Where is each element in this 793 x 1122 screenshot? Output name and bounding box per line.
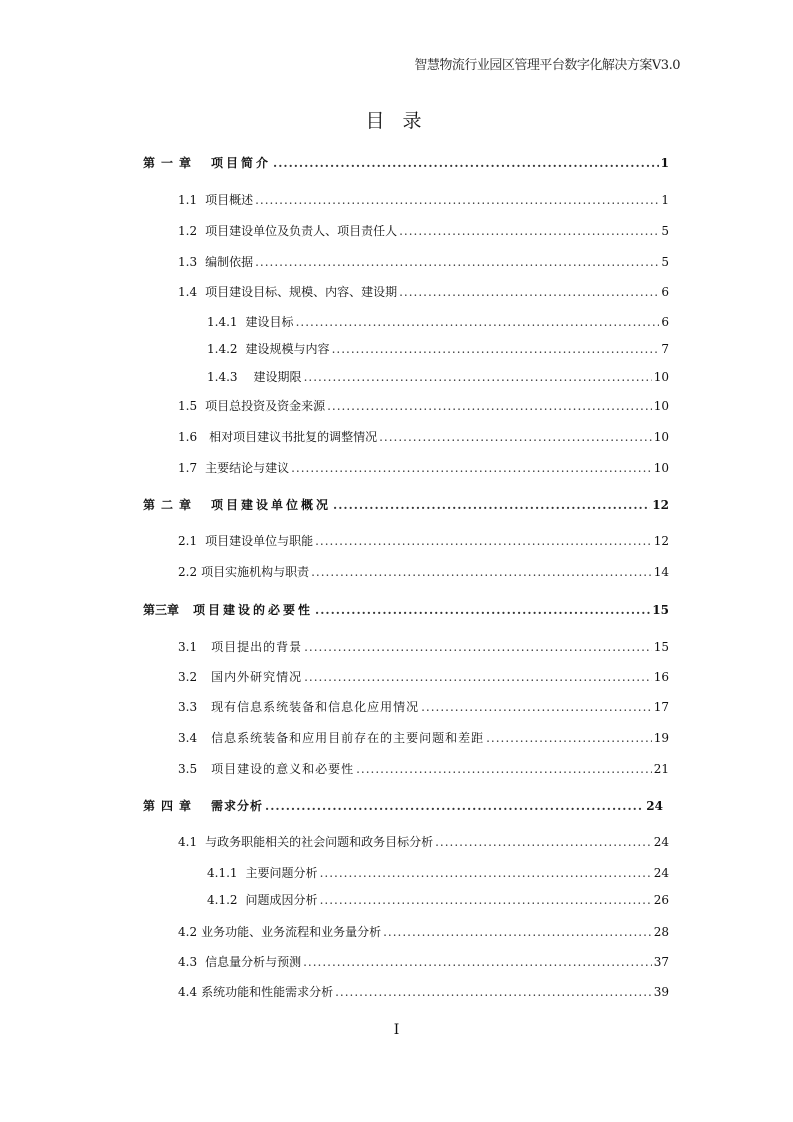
toc-leader [304, 669, 652, 685]
toc-label: 项目建设单位及负责人、项目责任人 [205, 224, 398, 238]
toc-label: 业务功能、业务流程和业务量分析 [201, 925, 382, 939]
toc-number: 第一章 [143, 156, 198, 170]
toc-label: 现有信息系统装备和信息化应用情况 [211, 700, 420, 714]
toc-label: 信息系统装备和应用目前存在的主要问题和差距 [211, 731, 485, 745]
toc-number: 1.3 [178, 255, 198, 269]
toc-number: 3.3 [178, 700, 198, 714]
toc-entry-1-6[interactable] [178, 429, 669, 445]
toc-label: 信息量分析与预测 [205, 955, 302, 969]
toc-number: 第四章 [143, 799, 198, 813]
toc-label: 项目实施机构与职责 [201, 565, 310, 579]
toc-label: 项目建设单位与职能 [205, 534, 314, 548]
toc-number: 2.1 [178, 534, 198, 548]
toc-leader [311, 564, 652, 580]
toc-label: 需求分析 [211, 799, 264, 813]
toc-number: 4.1 [178, 835, 198, 849]
toc-leader [315, 602, 650, 618]
toc-leader [273, 155, 659, 171]
toc-page: 1 [660, 156, 669, 170]
toc-page: 14 [653, 565, 669, 579]
toc-label: 主要结论与建议 [205, 461, 290, 475]
toc-page: 26 [653, 893, 669, 907]
toc-label: 与政务职能相关的社会问题和政务目标分析 [205, 835, 434, 849]
toc-number: 1.1 [178, 193, 198, 207]
toc-number: 1.4.3 [207, 370, 238, 384]
toc-label: 项目建设目标、规模、内容、建设期 [205, 285, 398, 299]
toc-entry-4-3[interactable] [178, 954, 669, 970]
toc-entry-2-1[interactable] [178, 533, 669, 549]
toc-title: 目 录 [365, 110, 428, 132]
toc-entry-4-4[interactable] [178, 984, 669, 1000]
toc-entry-4-1[interactable] [178, 834, 669, 850]
toc-page: 28 [653, 925, 669, 939]
toc-entry-1-4[interactable] [178, 284, 669, 300]
toc-leader [327, 398, 652, 414]
toc-leader [379, 429, 652, 445]
toc-page: 10 [653, 430, 669, 444]
toc-leader [333, 497, 650, 513]
toc-number: 1.5 [178, 399, 198, 413]
toc-entry-3-2[interactable] [178, 669, 669, 685]
toc-number: 1.4.2 [207, 342, 238, 356]
toc-page: 5 [661, 224, 669, 238]
toc-entry-1-2[interactable] [178, 223, 669, 239]
toc-page: 6 [661, 285, 669, 299]
toc-label: 项目总投资及资金来源 [205, 399, 326, 413]
toc-chapter-2[interactable] [143, 497, 669, 513]
toc-label: 项目建设的必要性 [193, 603, 314, 617]
toc-page: 24 [653, 835, 669, 849]
toc-entry-1-7[interactable] [178, 460, 669, 476]
toc-page: 21 [653, 762, 669, 776]
toc-leader [303, 954, 652, 970]
toc-leader [383, 924, 652, 940]
toc-page: 24 [653, 866, 669, 880]
toc-leader [315, 533, 652, 549]
toc-label: 编制依据 [205, 255, 254, 269]
toc-chapter-4[interactable] [143, 798, 669, 814]
toc-page: 10 [653, 370, 669, 384]
toc-number: 1.4.1 [207, 315, 238, 329]
toc-entry-1-4-1[interactable] [207, 314, 669, 330]
toc-label: 项目建设的意义和必要性 [211, 762, 355, 776]
toc-page: 6 [661, 315, 669, 329]
toc-number: 3.2 [178, 670, 198, 684]
toc-page: 10 [653, 461, 669, 475]
toc-number: 3.1 [178, 640, 198, 654]
toc-entry-1-1[interactable] [178, 192, 669, 208]
toc-number: 2.2 [178, 565, 198, 579]
toc-leader [320, 865, 652, 881]
toc-entry-3-5[interactable] [178, 761, 669, 777]
toc-number: 4.2 [178, 925, 198, 939]
toc-label: 建设期限 [253, 370, 302, 384]
toc-label: 相对项目建议书批复的调整情况 [209, 430, 378, 444]
toc-page: 19 [653, 731, 669, 745]
toc-number: 1.6 [178, 430, 198, 444]
toc-number: 3.5 [178, 762, 198, 776]
toc-entry-1-4-3[interactable] [207, 369, 669, 385]
toc-leader [486, 730, 652, 746]
toc-entry-1-4-2[interactable] [207, 341, 669, 357]
toc-leader [399, 223, 659, 239]
toc-leader [296, 314, 659, 330]
toc-entry-3-1[interactable] [178, 639, 669, 655]
toc-label: 项目概述 [205, 193, 254, 207]
toc-leader [435, 834, 652, 850]
toc-page: 39 [653, 985, 669, 999]
toc-entry-2-2[interactable] [178, 564, 669, 580]
toc-leader [332, 341, 659, 357]
toc-page: 5 [661, 255, 669, 269]
toc-leader [399, 284, 659, 300]
toc-page: 16 [653, 670, 669, 684]
toc-number: 1.7 [178, 461, 198, 475]
toc-label: 主要问题分析 [245, 866, 318, 880]
toc-entry-4-2[interactable] [178, 924, 669, 940]
toc-page: 24 [646, 799, 663, 813]
toc-leader [291, 460, 652, 476]
toc-number: 4.4 [178, 985, 198, 999]
toc-label: 系统功能和性能需求分析 [201, 985, 334, 999]
toc-page: 17 [653, 700, 669, 714]
toc-number: 4.3 [178, 955, 198, 969]
page-number: I [393, 1022, 400, 1038]
toc-number: 1.2 [178, 224, 198, 238]
toc-leader [421, 699, 652, 715]
toc-leader [265, 798, 644, 814]
toc-page: 15 [653, 640, 669, 654]
toc-label: 项目提出的背景 [211, 640, 303, 654]
toc-page: 1 [661, 193, 669, 207]
toc-label: 项目简介 [211, 156, 272, 170]
toc-entry-3-4[interactable] [178, 730, 669, 746]
toc-page: 12 [653, 534, 669, 548]
toc-chapter-3[interactable] [143, 602, 669, 618]
toc-leader [304, 639, 652, 655]
toc-label: 问题成因分析 [245, 893, 318, 907]
running-header: 智慧物流行业园区管理平台数字化解决方案V3.0 [414, 58, 680, 73]
toc-number: 4.1.2 [207, 893, 238, 907]
toc-number: 第三章 [143, 603, 180, 617]
toc-page: 37 [653, 955, 669, 969]
toc-leader [356, 761, 652, 777]
toc-page: 10 [653, 399, 669, 413]
toc-entry-1-5[interactable] [178, 398, 669, 414]
toc-number: 1.4 [178, 285, 198, 299]
toc-leader [255, 254, 659, 270]
toc-number: 3.4 [178, 731, 198, 745]
toc-leader [335, 984, 652, 1000]
toc-entry-3-3[interactable] [178, 699, 669, 715]
toc-leader [304, 369, 652, 385]
toc-chapter-1[interactable] [143, 155, 669, 171]
toc-number: 第二章 [143, 498, 198, 512]
toc-label: 项目建设单位概况 [211, 498, 332, 512]
toc-page: 15 [652, 603, 669, 617]
toc-page: 7 [661, 342, 669, 356]
toc-number: 4.1.1 [207, 866, 238, 880]
toc-entry-1-3[interactable] [178, 254, 669, 270]
toc-entry-4-1-2[interactable] [207, 892, 669, 908]
toc-label: 建设规模与内容 [245, 342, 330, 356]
toc-leader [320, 892, 652, 908]
toc-entry-4-1-1[interactable] [207, 865, 669, 881]
toc-leader [255, 192, 659, 208]
toc-label: 国内外研究情况 [211, 670, 303, 684]
toc-page: 12 [652, 498, 669, 512]
toc-label: 建设目标 [245, 315, 294, 329]
